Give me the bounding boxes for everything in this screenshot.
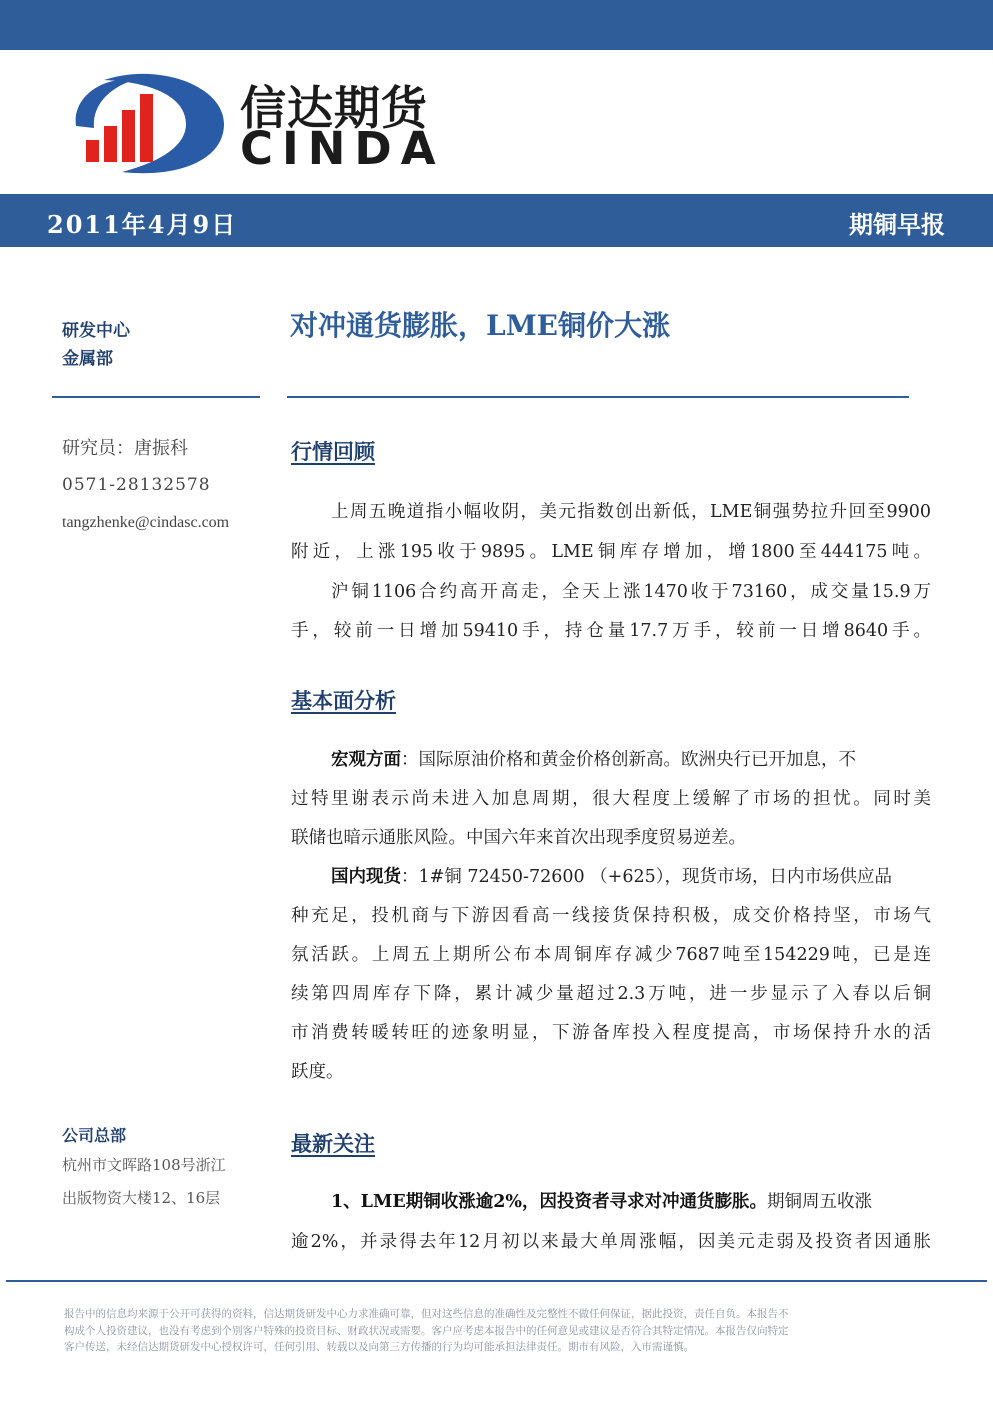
analyst-name: 研究员：唐振科 <box>62 438 188 459</box>
paragraph-line <box>291 863 931 888</box>
hq-address-line1: 杭州市文晖路108号浙江 <box>62 1156 226 1174</box>
paragraph-line: 上周五晚道指小幅收阴，美元指数创出新低，LME铜强势拉升回至9900 <box>331 502 931 522</box>
paragraph-line: 市消费转暖转旺的迹象明显，下游备库投入程度提高，市场保持升水的活 <box>291 1023 931 1043</box>
analyst-phone: 0571-28132578 <box>62 475 211 495</box>
news-headline: 1、LME期铜收涨逾2%，因投资者寻求对冲通货膨胀。 <box>331 1192 767 1212</box>
hq-title: 公司总部 <box>62 1126 127 1145</box>
disclaimer-line: 报告中的信息均来源于公开可获得的资料，信达期货研发中心力求准确可靠，但对这些信息的准确性及完整性不做任何保证，据此投资，责任自负。本报告不 <box>64 1308 789 1320</box>
disclaimer-line: 客户传送，未经信达期货研发中心授权许可，任何引用、转载以及向第三方传播的行为均可能承担法律责任。期市有风险，入市需谨慎。 <box>64 1341 694 1353</box>
disclaimer-line: 构成个人投资建议，也没有考虑到个别客户特殊的投资目标、财政状况或需要。客户应考虑本报告中的任何意见或建议是否符合其特定情况。本报告仅向特定 <box>64 1324 789 1337</box>
section-heading-market-review: 行情回顾 <box>291 439 375 464</box>
analyst-email: tangzhenke@cindasc.com <box>62 514 230 531</box>
paragraph-line: 续第四周库存下降，累计减少量超过2.3万吨，进一步显示了入春以后铜 <box>291 984 931 1004</box>
report-header-band <box>0 194 993 247</box>
paragraph-line: 种充足，投机商与下游因看高一线接货保持积极，成交价格持坚，市场气 <box>291 906 931 926</box>
dept-line2: 金属部 <box>62 349 113 369</box>
paragraph-line <box>291 1188 931 1213</box>
paragraph-line: 氛活跃。上周五上期所公布本周铜库存减少7687吨至154229吨，已是连 <box>291 945 931 965</box>
news-text: 期铜周五收涨 <box>767 1192 872 1212</box>
dept-line1: 研发中心 <box>62 321 130 341</box>
section-heading-latest-focus: 最新关注 <box>291 1131 375 1156</box>
sidebar-divider <box>52 396 260 398</box>
macro-label: 宏观方面 <box>331 750 401 770</box>
hq-address-line2: 出版物资大楼12、16层 <box>62 1189 221 1207</box>
paragraph-line: 过特里谢表示尚未进入加息周期，很大程度上缓解了市场的担忧。同时美 <box>291 789 931 809</box>
spot-label: 国内现货 <box>331 867 401 887</box>
title-divider <box>287 396 909 398</box>
spot-text: ：1#铜 72450-72600 （+625），现货市场，日内市场供应品 <box>401 867 892 887</box>
report-date: 2011年4月9日 <box>47 210 238 239</box>
footer-divider <box>6 1280 987 1282</box>
cinda-logo <box>64 66 444 180</box>
report-type: 期铜早报 <box>849 210 945 239</box>
paragraph-line: 联储也暗示通胀风险。中国六年来首次出现季度贸易逆差。 <box>291 828 746 848</box>
paragraph-line: 手，较前一日增加59410手，持仓量17.7万手，较前一日增8640手。 <box>291 621 931 641</box>
section-heading-fundamentals: 基本面分析 <box>291 688 396 713</box>
paragraph-line: 跃度。 <box>291 1062 344 1082</box>
logo-chinese-text: 信达期货 <box>240 81 428 135</box>
paragraph-line: 逾2%，并录得去年12月初以来最大单周涨幅，因美元走弱及投资者因通胀 <box>291 1232 931 1252</box>
page-title: 对冲通货膨胀，LME铜价大涨 <box>290 309 671 342</box>
top-bar <box>0 0 993 50</box>
disclaimer <box>64 1306 930 1356</box>
logo-english-text: CINDA <box>240 122 445 175</box>
cinda-logo-icon <box>64 66 234 180</box>
macro-text: ：国际原油价格和黄金价格创新高。欧洲央行已开加息，不 <box>401 750 856 770</box>
paragraph-line: 沪铜1106合约高开高走，全天上涨1470收于73160，成交量15.9万 <box>331 582 931 602</box>
paragraph-line <box>291 746 931 771</box>
paragraph-line: 附近，上涨195收于9895。LME铜库存增加，增1800至444175吨。 <box>291 542 931 562</box>
